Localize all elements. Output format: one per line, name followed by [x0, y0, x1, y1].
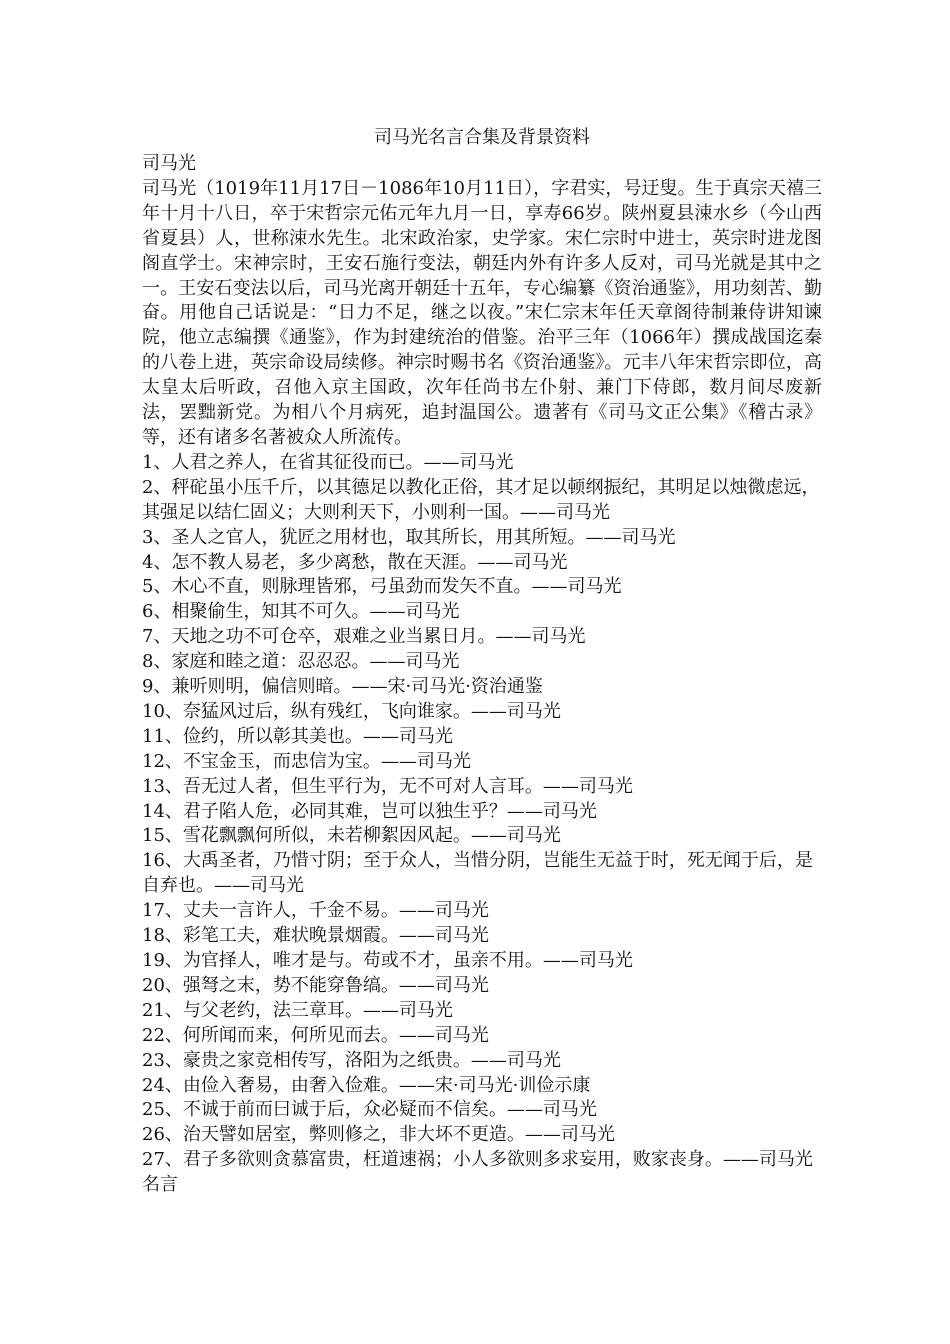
- quote-list: [142, 451, 822, 1198]
- quote-item: 19、为官择人，唯才是与。苟或不才，虽亲不用。——司马光: [142, 950, 633, 971]
- quote-item: 26、治天譬如居室，弊则修之，非大坏不更造。——司马光: [142, 1124, 615, 1146]
- quote-item: 1、人君之养人，在省其征役而已。——司马光: [142, 451, 514, 473]
- quote-item: 21、与父老约，法三章耳。——司马光: [142, 999, 453, 1021]
- quote-item: 24、由俭入奢易，由奢入俭难。——宋·司马光·训俭示康: [142, 1074, 591, 1096]
- quote-item: 11、俭约，所以彰其美也。——司马光: [142, 725, 453, 747]
- quote-item: 16、大禹圣者，乃惜寸阴；至于众人，当惜分阴，岂能生无益于时，死无闻于后，是自弃也。——司马光: [142, 850, 813, 897]
- quote-item: 5、木心不直，则脉理皆邪，弓虽劲而发矢不直。——司马光: [142, 576, 622, 598]
- document-page: [142, 124, 822, 1198]
- quote-item: 12、不宝金玉，而忠信为宝。——司马光: [142, 750, 471, 772]
- quote-item: 15、雪花飘飘何所似，未若柳絮因风起。——司马光: [142, 825, 561, 847]
- quote-item: 20、强弩之末，势不能穿鲁缟。——司马光: [142, 974, 489, 996]
- quote-item: 2、秤砣虽小压千斤，以其德足以教化正俗，其才足以顿纲振纪，其明足以烛微虑远，其强足以结仁固义；大则利天下，小则利一国。——司马光: [142, 476, 820, 523]
- quote-item: 7、天地之功不可仓卒，艰难之业当累日月。——司马光: [142, 626, 586, 648]
- quote-item: 17、丈夫一言许人，千金不易。——司马光: [142, 900, 489, 922]
- quote-item: 22、何所闻而来，何所见而去。——司马光: [142, 1024, 489, 1046]
- quote-item: 8、家庭和睦之道：忍忍忍。——司马光: [142, 651, 460, 673]
- biography-paragraph: 司马光（1019年11月17日－1086年10月11日），字君实，号迂叟。生于真宗天禧三年十月十八日，卒于宋哲宗元佑元年九月一日，享寿66岁。陕州夏县涑水乡（今山西省夏县）人，世称涑水先生。北宋政治家，史学家。宋仁宗时中进士，英宗时进龙图阁直学士。宋神宗时，王安石施行变法，朝廷内外有许多人反对，司马光就是其中之一。王安石变法以后，司马光离开朝廷十五年，专心编纂《资治通鉴》，用功刻苦、勤奋。用他自己话说是：“日力不足，继之以夜。”宋仁宗末年任天章阁待制兼侍讲知谏院，他立志编撰《通鉴》，作为封建统治的借鉴。治平三年（1066年）撰成战国迄秦的八卷上进，英宗命设局续修。神宗时赐书名《资治通鉴》。元丰八年宋哲宗即位，高太皇太后听政，召他入京主国政，次年任尚书左仆射、兼门下侍郎，数月间尽废新法，罢黜新党。为相八个月病死，追封温国公。遗著有《司马文正公集》《稽古录》等，还有诸多名著被众人所流传。: [142, 177, 822, 448]
- quote-item: 27、君子多欲则贪慕富贵，枉道速祸；小人多欲则多求妄用，败家丧身。——司马光名言: [142, 1149, 813, 1196]
- quote-item: 10、奈猛风过后，纵有残红，飞向谁家。——司马光: [142, 700, 561, 722]
- document-title: 司马光名言合集及背景资料: [374, 127, 590, 148]
- quote-item: 18、彩笔工夫，难状晚景烟霞。——司马光: [142, 925, 489, 947]
- quote-item: 9、兼听则明，偏信则暗。——宋·司马光·资治通鉴: [142, 676, 543, 698]
- quote-item: 6、相聚偷生，知其不可久。——司马光: [142, 601, 460, 623]
- quote-item: 14、君子陷人危，必同其难，岂可以独生乎？——司马光: [142, 800, 597, 822]
- quote-item: 3、圣人之官人，犹匠之用材也，取其所长，用其所短。——司马光: [142, 526, 676, 548]
- quote-item: 13、吾无过人者，但生平行为，无不可对人言耳。——司马光: [142, 775, 633, 797]
- quote-item: 25、不诚于前而曰诚于后，众必疑而不信矣。——司马光: [142, 1099, 597, 1121]
- quote-item: 4、怎不教人易老，多少离愁，散在天涯。——司马光: [142, 551, 568, 573]
- quote-item: 23、豪贵之家竞相传写，洛阳为之纸贵。——司马光: [142, 1049, 561, 1071]
- document-subtitle: 司马光: [142, 153, 196, 174]
